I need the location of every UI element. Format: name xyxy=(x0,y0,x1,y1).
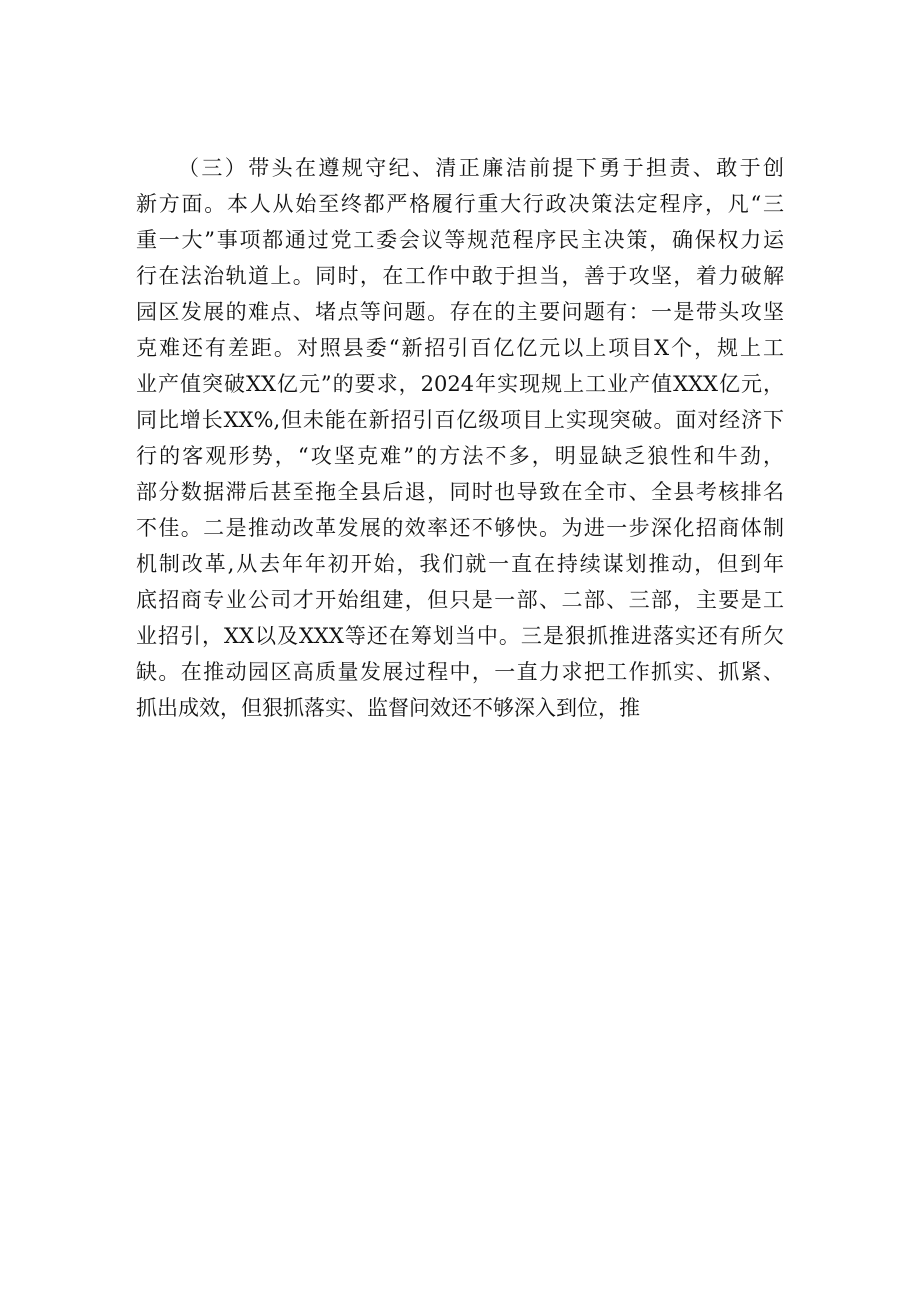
paragraph-line: 底招商专业公司才开始组建，但只是一部、二部、三部，主要是工 xyxy=(136,588,784,612)
paragraph-line: 同比增长XX%,但未能在新招引百亿级项目上实现突破。面对经济下 xyxy=(136,408,784,432)
paragraph-line: 部分数据滞后甚至拖全县后退，同时也导致在全市、全县考核排名 xyxy=(136,480,784,504)
paragraph-line: 业产值突破XX亿元”的要求，2024年实现规上工业产值XXX亿元， xyxy=(136,372,784,396)
paragraph-line: 缺。在推动园区高质量发展过程中，一直力求把工作抓实、抓紧、 xyxy=(136,660,784,684)
paragraph-line: 克难还有差距。对照县委“新招引百亿亿元以上项目X个，规上工 xyxy=(136,336,784,360)
paragraph-line: 重一大”事项都通过党工委会议等规范程序民主决策，确保权力运 xyxy=(136,228,784,252)
paragraph-line: 不佳。二是推动改革发展的效率还不够快。为进一步深化招商体制 xyxy=(136,516,784,540)
paragraph-line: （三）带头在遵规守纪、清正廉洁前提下勇于担责、敢于创 xyxy=(178,156,784,180)
paragraph xyxy=(136,150,784,726)
paragraph-line: 园区发展的难点、堵点等问题。存在的主要问题有：一是带头攻坚 xyxy=(136,300,784,324)
paragraph-line: 业招引，XX以及XXX等还在筹划当中。三是狠抓推进落实还有所欠 xyxy=(136,624,784,648)
paragraph-line: 新方面。本人从始至终都严格履行重大行政决策法定程序，凡“三 xyxy=(136,192,784,216)
paragraph-line: 行在法治轨道上。同时，在工作中敢于担当，善于攻坚，着力破解 xyxy=(136,264,784,288)
paragraph-line: 抓出成效，但狠抓落实、监督问效还不够深入到位，推 xyxy=(136,696,640,720)
paragraph-line: 行的客观形势，“攻坚克难”的方法不多，明显缺乏狼性和牛劲， xyxy=(136,444,784,468)
paragraph-line: 机制改革,从去年年初开始，我们就一直在持续谋划推动，但到年 xyxy=(136,552,784,576)
